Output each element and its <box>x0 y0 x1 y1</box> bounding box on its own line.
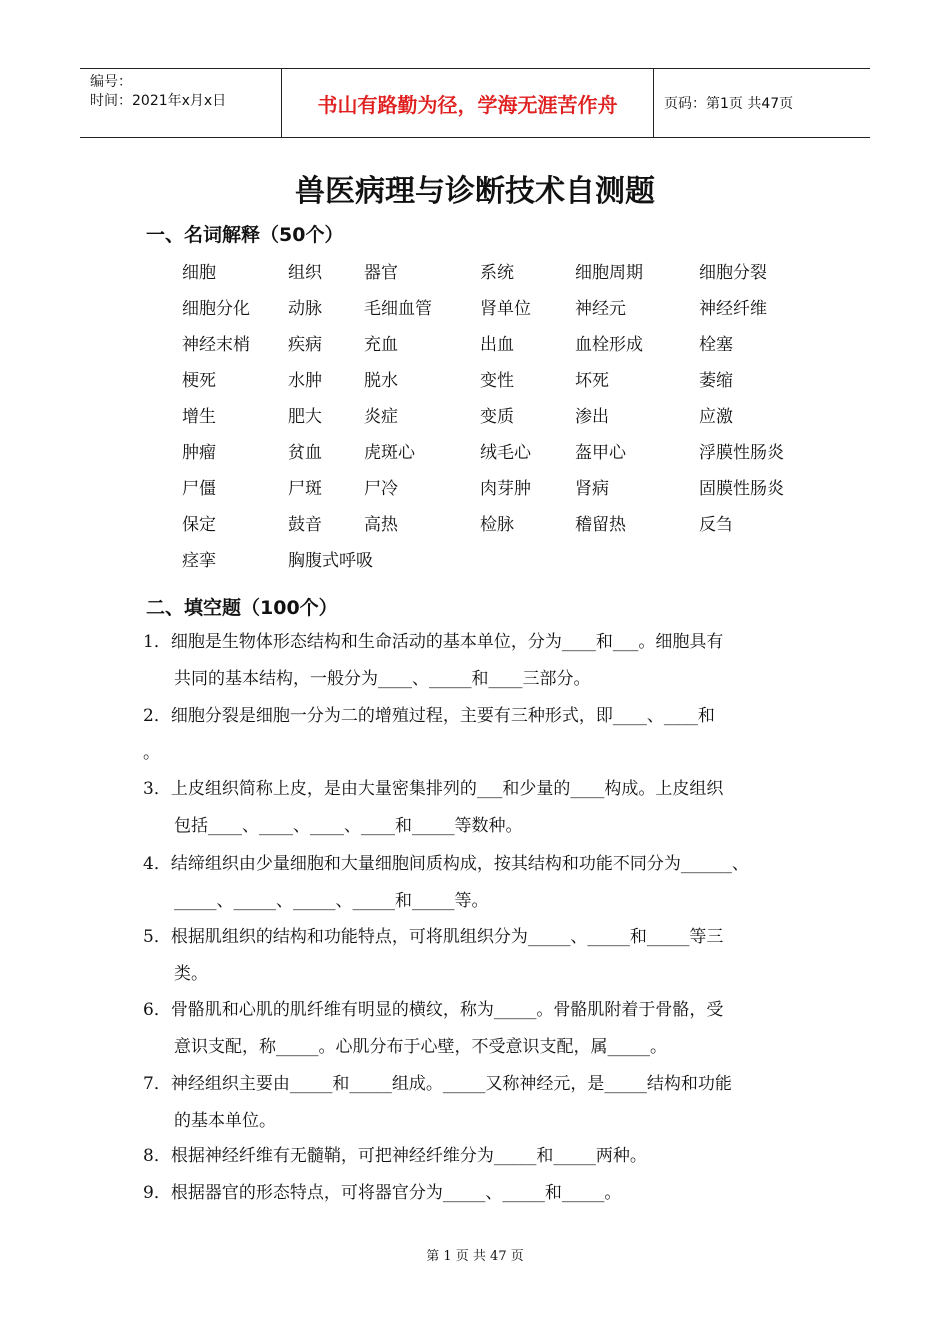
term-item: 栓塞 <box>699 335 733 355</box>
term-item: 尸斑 <box>288 479 322 499</box>
term-item: 尸僵 <box>182 479 216 499</box>
term-item: 检脉 <box>480 515 514 535</box>
question-item <box>143 1138 823 1175</box>
term-item: 细胞分裂 <box>699 263 767 283</box>
term-item: 梗死 <box>182 371 216 391</box>
term-item: 神经纤维 <box>699 299 767 319</box>
term-item: 炎症 <box>364 407 398 427</box>
term-item: 变性 <box>480 371 514 391</box>
term-item: 肾病 <box>575 479 609 499</box>
term-item: 细胞 <box>182 263 216 283</box>
term-item: 脱水 <box>364 371 398 391</box>
question-line: 。 <box>143 743 160 763</box>
question-item <box>143 624 823 698</box>
term-item: 高热 <box>364 515 398 535</box>
term-item: 渗出 <box>575 407 609 427</box>
term-item: 器官 <box>364 263 398 283</box>
question-line: 意识支配，称_____。心肌分布于心壁，不受意识支配，属_____。 <box>174 1037 667 1057</box>
term-item: 充血 <box>364 335 398 355</box>
term-item: 组织 <box>288 263 322 283</box>
question-line: 8．根据神经纤维有无髓鞘，可把神经纤维分为_____和_____两种。 <box>143 1146 647 1166</box>
term-item: 保定 <box>182 515 216 535</box>
term-item: 毛细血管 <box>364 299 432 319</box>
term-item: 盔甲心 <box>575 443 626 463</box>
term-item: 出血 <box>480 335 514 355</box>
question-line: _____、_____、_____、_____和_____等。 <box>174 891 489 911</box>
term-item: 动脉 <box>288 299 322 319</box>
question-line: 6．骨骼肌和心肌的肌纤维有明显的横纹，称为_____。骨骼肌附着于骨骼，受 <box>143 1000 724 1020</box>
header-meta <box>80 69 282 137</box>
term-item: 神经元 <box>575 299 626 319</box>
question-line: 2．细胞分裂是细胞一分为二的增殖过程，主要有三种形式，即____、____和 <box>143 706 715 726</box>
term-item: 增生 <box>182 407 216 427</box>
term-item: 浮膜性肠炎 <box>699 443 784 463</box>
term-item: 肥大 <box>288 407 322 427</box>
question-line: 共同的基本结构，一般分为____、_____和____三部分。 <box>174 669 591 689</box>
header-page-info: 页码：第1页 共47页 <box>664 96 794 112</box>
question-line: 3．上皮组织简称上皮，是由大量密集排列的___和少量的____构成。上皮组织 <box>143 779 724 799</box>
term-item: 贫血 <box>288 443 322 463</box>
term-item: 坏死 <box>575 371 609 391</box>
term-item: 水肿 <box>288 371 322 391</box>
term-item: 痉挛 <box>182 551 216 571</box>
question-line: 5．根据肌组织的结构和功能特点，可将肌组织分为_____、_____和_____等三 <box>143 927 724 947</box>
term-item: 萎缩 <box>699 371 733 391</box>
question-item <box>143 846 823 920</box>
question-line: 9．根据器官的形态特点，可将器官分为_____、_____和_____。 <box>143 1183 622 1203</box>
page-header <box>80 68 870 138</box>
term-item: 虎斑心 <box>364 443 415 463</box>
page-footer: 第 1 页 共 47 页 <box>426 1249 524 1264</box>
question-item <box>143 698 823 772</box>
term-item: 血栓形成 <box>575 335 643 355</box>
term-item: 固膜性肠炎 <box>699 479 784 499</box>
question-line: 4．结缔组织由少量细胞和大量细胞间质构成，按其结构和功能不同分为______、 <box>143 854 749 874</box>
time-label: 时间：2021年x月x日 <box>90 93 227 109</box>
term-item: 胸腹式呼吸 <box>288 551 373 571</box>
document-title: 兽医病理与诊断技术自测题 <box>295 174 655 209</box>
term-item: 疾病 <box>288 335 322 355</box>
term-item: 细胞分化 <box>182 299 250 319</box>
section-1-heading: 一、名词解释（50个） <box>146 224 344 246</box>
question-line: 7．神经组织主要由_____和_____组成。_____又称神经元，是_____结构和功能 <box>143 1074 732 1094</box>
term-item: 反刍 <box>699 515 733 535</box>
question-line: 类。 <box>174 964 208 984</box>
term-item: 肉芽肿 <box>480 479 531 499</box>
term-item: 肾单位 <box>480 299 531 319</box>
question-item <box>143 771 823 845</box>
term-item: 稽留热 <box>575 515 626 535</box>
question-item <box>143 1175 823 1212</box>
question-line: 的基本单位。 <box>174 1111 276 1131</box>
term-item: 肿瘤 <box>182 443 216 463</box>
number-label: 编号： <box>90 74 132 90</box>
question-line: 1．细胞是生物体形态结构和生命活动的基本单位，分为____和___。细胞具有 <box>143 632 724 652</box>
term-item: 鼓音 <box>288 515 322 535</box>
term-item: 应激 <box>699 407 733 427</box>
section-2-heading: 二、填空题（100个） <box>146 597 338 619</box>
question-item <box>143 992 823 1066</box>
term-item: 系统 <box>480 263 514 283</box>
term-item: 变质 <box>480 407 514 427</box>
term-item: 绒毛心 <box>480 443 531 463</box>
question-item <box>143 1066 823 1140</box>
header-motto: 书山有路勤为径，学海无涯苦作舟 <box>282 69 654 137</box>
term-item: 细胞周期 <box>575 263 643 283</box>
term-item: 尸冷 <box>364 479 398 499</box>
question-item <box>143 919 823 993</box>
question-line: 包括____、____、____、____和_____等数种。 <box>174 816 523 836</box>
term-item: 神经末梢 <box>182 335 250 355</box>
